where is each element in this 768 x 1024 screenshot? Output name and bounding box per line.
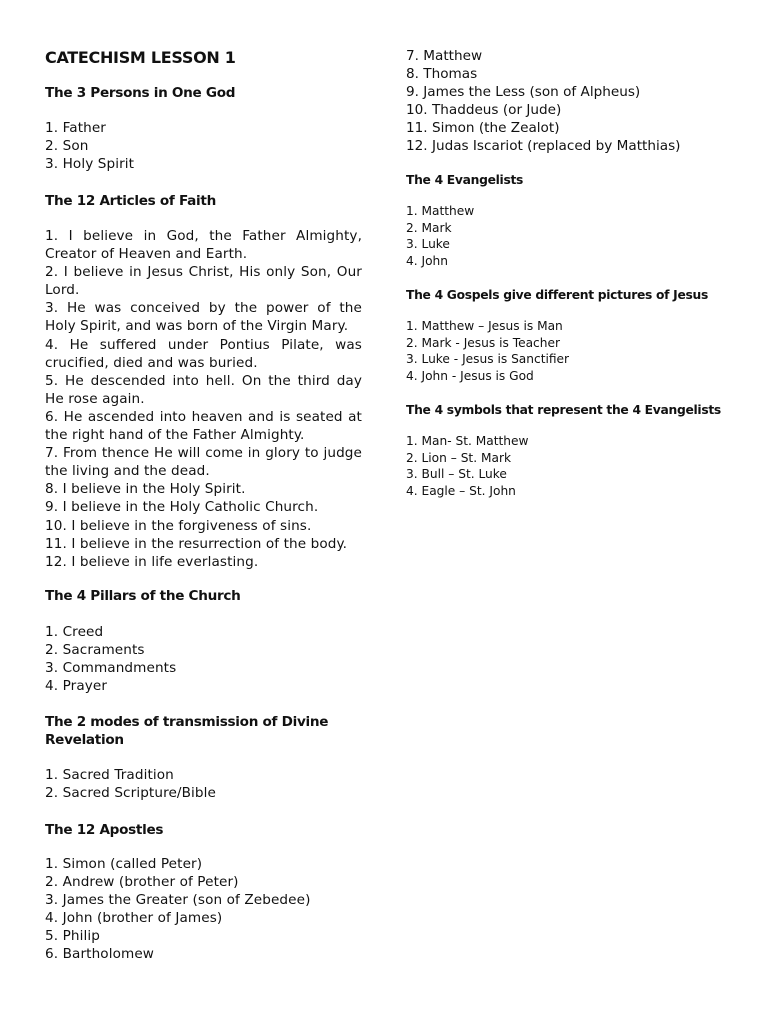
- list-item: 7. From thence He will come in glory to judge the living and the dead.: [45, 445, 362, 480]
- list-item: 9. I believe in the Holy Catholic Church.: [45, 499, 319, 516]
- list-item: 1. Matthew – Jesus is Man: [406, 319, 563, 333]
- list-item: 4. John (brother of James): [45, 910, 223, 927]
- evangelists-list: [406, 203, 474, 269]
- list-item: 3. Commandments: [45, 660, 177, 677]
- list-item: 4. He suffered under Pontius Pilate, was crucified, died and was buried.: [45, 336, 362, 371]
- gospels-heading: The 4 Gospels give different pictures of Jesus: [406, 288, 708, 302]
- list-item: 4. Eagle – St. John: [406, 483, 516, 498]
- list-item: 2. Mark: [406, 220, 452, 235]
- list-item: 8. I believe in the Holy Spirit.: [45, 481, 246, 498]
- document-title: CATECHISM LESSON 1: [45, 48, 236, 67]
- list-item: 2. I believe in Jesus Christ, His only Son, Our Lord.: [45, 264, 362, 299]
- list-item: 1. Man- St. Matthew: [406, 434, 529, 448]
- list-item: 1. Matthew: [406, 204, 475, 218]
- list-item: 10. Thaddeus (or Jude): [406, 102, 562, 118]
- pillars-heading: The 4 Pillars of the Church: [45, 588, 241, 604]
- list-item: 11. I believe in the resurrection of the body.: [45, 535, 348, 552]
- modes-list: [45, 766, 216, 802]
- gospels-list: [406, 318, 569, 384]
- apostles-list-part2: [406, 47, 680, 155]
- list-item: 3. Holy Spirit: [45, 156, 135, 173]
- articles-list: [45, 227, 362, 571]
- symbols-list: [406, 433, 528, 499]
- symbols-heading: The 4 symbols that represent the 4 Evangelists: [406, 403, 721, 417]
- list-item: 1. Creed: [45, 624, 104, 640]
- list-item: 12. Judas Iscariot (replaced by Matthias): [406, 138, 681, 154]
- list-item: 9. James the Less (son of Alpheus): [406, 84, 641, 100]
- apostles-list-part1: [45, 855, 310, 964]
- list-item: 2. Andrew (brother of Peter): [45, 874, 239, 891]
- list-item: 6. He ascended into heaven and is seated at the right hand of the Father Almighty.: [45, 408, 362, 444]
- list-item: 3. Bull – St. Luke: [406, 467, 507, 482]
- list-item: 7. Matthew: [406, 48, 483, 64]
- list-item: 1. I believe in God, the Father Almighty, Creator of Heaven and Earth.: [45, 228, 362, 263]
- list-item: 1. Sacred Tradition: [45, 767, 174, 783]
- list-item: 4. Prayer: [45, 678, 108, 695]
- list-item: 4. John - Jesus is God: [406, 368, 534, 383]
- list-item: 11. Simon (the Zealot): [406, 120, 560, 136]
- list-item: 3. James the Greater (son of Zebedee): [45, 892, 311, 909]
- persons-heading: The 3 Persons in One God: [45, 85, 236, 101]
- evangelists-heading: The 4 Evangelists: [406, 173, 524, 187]
- list-item: 3. Luke: [406, 237, 450, 252]
- list-item: 4. John: [406, 253, 449, 268]
- list-item: 5. Philip: [45, 928, 100, 945]
- apostles-heading: The 12 Apostles: [45, 822, 164, 838]
- articles-heading: The 12 Articles of Faith: [45, 193, 216, 209]
- list-item: 8. Thomas: [406, 66, 478, 82]
- persons-list: [45, 119, 134, 173]
- list-item: 3. Luke - Jesus is Sanctifier: [406, 352, 570, 367]
- list-item: 5. He descended into hell. On the third day He rose again.: [45, 372, 362, 407]
- list-item: 2. Sacred Scripture/Bible: [45, 785, 216, 802]
- list-item: 12. I believe in life everlasting.: [45, 553, 259, 570]
- list-item: 6. Bartholomew: [45, 946, 155, 963]
- list-item: 2. Mark - Jesus is Teacher: [406, 335, 560, 350]
- list-item: 2. Lion – St. Mark: [406, 450, 512, 465]
- list-item: 2. Son: [45, 138, 89, 155]
- modes-heading: The 2 modes of transmission of Divine Revelation: [45, 714, 329, 748]
- list-item: 2. Sacraments: [45, 642, 145, 659]
- list-item: 1. Simon (called Peter): [45, 856, 203, 872]
- list-item: 3. He was conceived by the power of the Holy Spirit, and was born of the Virgin Mary.: [45, 300, 362, 335]
- pillars-list: [45, 623, 176, 695]
- list-item: 10. I believe in the forgiveness of sins.: [45, 517, 312, 534]
- list-item: 1. Father: [45, 120, 106, 136]
